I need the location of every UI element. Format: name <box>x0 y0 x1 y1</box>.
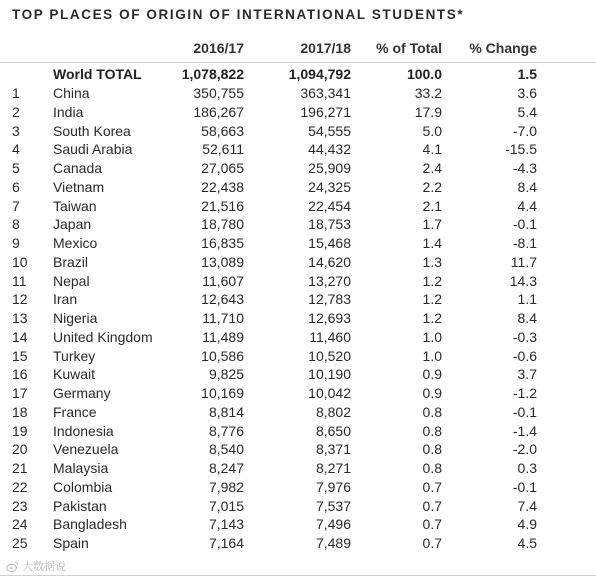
count-2017-18-cell: 10,190 <box>308 366 351 383</box>
world-total-percent: 100.0 <box>406 66 442 82</box>
percent-of-total-cell: 2.2 <box>422 178 442 195</box>
percent-change-cell: 3.7 <box>517 366 537 383</box>
country-row <box>0 103 596 122</box>
count-2016-17-cell: 7,164 <box>208 535 244 551</box>
rank-cell: 5 <box>12 160 20 176</box>
count-2016-17-cell: 13,089 <box>201 253 244 270</box>
rank-cell: 21 <box>12 460 28 476</box>
count-2016-17-cell: 8,247 <box>208 460 244 476</box>
world-total-2016-17: 1,078,822 <box>181 66 244 82</box>
rank-cell: 14 <box>12 328 28 345</box>
place-cell: Spain <box>53 535 89 551</box>
country-row <box>0 215 596 234</box>
watermark-text: 大数据说 <box>22 561 66 573</box>
percent-change-cell: 1.1 <box>517 291 537 308</box>
percent-change-cell: -0.6 <box>512 347 537 364</box>
place-cell: China <box>53 85 90 101</box>
place-cell: Japan <box>53 216 92 233</box>
place-cell: Iran <box>53 291 78 308</box>
percent-change-cell: 7.4 <box>517 497 537 514</box>
rank-cell: 20 <box>12 441 28 458</box>
column-header-percent-change: % Change <box>469 40 537 56</box>
place-cell: United Kingdom <box>53 328 153 345</box>
percent-change-cell: 4.9 <box>517 516 537 533</box>
count-2016-17-cell: 52,611 <box>202 141 244 158</box>
count-2017-18-cell: 8,802 <box>315 403 351 420</box>
rank-cell: 7 <box>12 197 20 214</box>
count-2016-17-cell: 7,015 <box>208 497 244 514</box>
rank-cell: 12 <box>12 291 28 308</box>
rank-cell: 9 <box>12 235 20 251</box>
percent-of-total-cell: 0.7 <box>422 497 442 514</box>
count-2016-17-cell: 12,643 <box>201 291 244 308</box>
rank-cell: 17 <box>12 385 28 401</box>
percent-change-cell: -8.1 <box>512 235 537 251</box>
country-row <box>0 403 596 422</box>
column-header-2016-17: 2016/17 <box>193 40 244 56</box>
country-row <box>0 290 596 309</box>
percent-of-total-cell: 0.8 <box>422 403 442 420</box>
country-row <box>0 478 596 497</box>
rank-cell: 4 <box>12 141 20 158</box>
rank-cell: 3 <box>12 122 20 139</box>
percent-of-total-cell: 1.0 <box>422 347 442 364</box>
country-row <box>0 84 596 103</box>
rank-cell: 22 <box>12 478 28 495</box>
rank-cell: 11 <box>12 272 27 289</box>
percent-change-cell: -2.0 <box>512 441 537 458</box>
percent-change-cell: 4.5 <box>517 535 537 551</box>
percent-of-total-cell: 0.9 <box>422 385 442 401</box>
country-row <box>0 365 596 384</box>
percent-of-total-cell: 1.4 <box>422 235 442 251</box>
country-row <box>0 515 596 534</box>
percent-of-total-cell: 0.9 <box>422 366 442 383</box>
country-row <box>0 328 596 347</box>
percent-change-cell: -0.3 <box>512 328 537 345</box>
percent-change-cell: 8.4 <box>517 310 537 326</box>
count-2017-18-cell: 11,460 <box>309 328 351 345</box>
count-2017-18-cell: 12,693 <box>308 310 351 326</box>
percent-of-total-cell: 33.2 <box>414 85 442 101</box>
count-2016-17-cell: 7,143 <box>208 516 244 533</box>
count-2016-17-cell: 11,710 <box>202 310 244 326</box>
count-2016-17-cell: 186,267 <box>193 103 244 120</box>
percent-change-cell: -1.4 <box>512 422 537 439</box>
count-2017-18-cell: 13,270 <box>308 272 351 289</box>
country-row <box>0 140 596 159</box>
count-2016-17-cell: 9,825 <box>208 366 244 383</box>
percent-of-total-cell: 0.8 <box>422 422 442 439</box>
rank-cell: 18 <box>12 403 28 420</box>
percent-change-cell: -0.1 <box>512 216 537 233</box>
country-row <box>0 422 596 441</box>
percent-of-total-cell: 17.9 <box>414 103 442 120</box>
country-row <box>0 197 596 216</box>
percent-change-cell: -7.0 <box>512 122 537 139</box>
place-cell: Nigeria <box>53 310 98 326</box>
count-2016-17-cell: 10,586 <box>201 347 244 364</box>
count-2017-18-cell: 8,271 <box>315 460 351 476</box>
count-2016-17-cell: 350,755 <box>193 85 244 101</box>
count-2016-17-cell: 21,516 <box>201 197 244 214</box>
percent-change-cell: 3.6 <box>517 85 537 101</box>
column-header-2017-18: 2017/18 <box>300 40 351 56</box>
country-row <box>0 497 596 516</box>
count-2017-18-cell: 44,432 <box>308 141 351 158</box>
percent-of-total-cell: 1.2 <box>422 310 442 326</box>
count-2017-18-cell: 25,909 <box>308 160 351 176</box>
percent-change-cell: 11.7 <box>510 253 537 270</box>
count-2016-17-cell: 10,169 <box>201 385 244 401</box>
count-2016-17-cell: 11,489 <box>202 328 244 345</box>
percent-of-total-cell: 0.7 <box>422 478 442 495</box>
rank-cell: 19 <box>12 422 28 439</box>
country-row <box>0 384 596 403</box>
country-row <box>0 309 596 328</box>
percent-change-cell: -4.3 <box>512 160 537 176</box>
percent-of-total-cell: 1.0 <box>422 328 442 345</box>
country-row <box>0 440 596 459</box>
percent-of-total-cell: 1.2 <box>422 272 442 289</box>
country-row <box>0 253 596 272</box>
count-2016-17-cell: 7,982 <box>208 478 244 495</box>
count-2017-18-cell: 54,555 <box>308 122 351 139</box>
percent-change-cell: 8.4 <box>517 178 537 195</box>
country-row <box>0 459 596 478</box>
rank-cell: 8 <box>12 216 20 233</box>
place-cell: Kuwait <box>53 366 96 383</box>
world-total-change: 1.5 <box>517 66 537 82</box>
rank-cell: 6 <box>12 178 20 195</box>
count-2017-18-cell: 8,371 <box>315 441 351 458</box>
rank-cell: 15 <box>12 347 28 364</box>
place-cell: Venezuela <box>53 441 119 458</box>
place-cell: Bangladesh <box>53 516 127 533</box>
count-2017-18-cell: 15,468 <box>308 235 351 251</box>
percent-change-cell: 0.3 <box>517 460 537 476</box>
place-cell: Colombia <box>53 478 113 495</box>
count-2017-18-cell: 18,753 <box>308 216 351 233</box>
rank-cell: 10 <box>12 253 28 270</box>
percent-of-total-cell: 1.2 <box>422 291 442 308</box>
rank-cell: 24 <box>12 516 28 533</box>
place-cell: Taiwan <box>53 197 97 214</box>
place-cell: Vietnam <box>53 178 105 195</box>
place-cell: Germany <box>53 385 111 401</box>
world-total-2017-18: 1,094,792 <box>288 66 351 82</box>
count-2017-18-cell: 363,341 <box>300 85 351 101</box>
column-header-percent-of-total: % of Total <box>376 40 442 56</box>
percent-change-cell: -1.2 <box>512 385 537 401</box>
percent-of-total-cell: 0.8 <box>422 441 442 458</box>
percent-of-total-cell: 1.7 <box>422 216 442 233</box>
count-2017-18-cell: 196,271 <box>300 103 351 120</box>
percent-of-total-cell: 1.3 <box>422 253 442 270</box>
count-2016-17-cell: 58,663 <box>201 122 244 139</box>
watermark <box>6 558 66 574</box>
percent-of-total-cell: 0.7 <box>422 516 442 533</box>
rank-cell: 25 <box>12 535 28 551</box>
place-cell: Mexico <box>53 235 98 251</box>
header-divider <box>0 62 596 63</box>
place-cell: Malaysia <box>53 460 109 476</box>
place-cell: Saudi Arabia <box>53 141 133 158</box>
count-2016-17-cell: 22,438 <box>201 178 244 195</box>
count-2017-18-cell: 8,650 <box>315 422 351 439</box>
country-row <box>0 159 596 178</box>
percent-of-total-cell: 5.0 <box>422 122 442 139</box>
rank-cell: 13 <box>12 310 28 326</box>
bottom-divider <box>0 575 596 576</box>
percent-change-cell: 14.3 <box>509 272 537 289</box>
rank-cell: 23 <box>12 497 28 514</box>
country-row <box>0 178 596 197</box>
percent-of-total-cell: 4.1 <box>422 141 442 158</box>
percent-change-cell: -15.5 <box>505 141 537 158</box>
percent-change-cell: -0.1 <box>512 403 537 420</box>
place-cell: Pakistan <box>53 497 107 514</box>
percent-change-cell: 4.4 <box>517 197 537 214</box>
count-2017-18-cell: 10,520 <box>308 347 351 364</box>
country-row <box>0 234 596 253</box>
weibo-logo-icon <box>6 560 19 573</box>
country-row <box>0 347 596 366</box>
percent-of-total-cell: 2.4 <box>422 160 442 176</box>
count-2017-18-cell: 22,454 <box>308 197 351 214</box>
place-cell: Canada <box>53 160 103 176</box>
table-title: TOP PLACES OF ORIGIN OF INTERNATIONAL STUDENTS* <box>12 7 465 22</box>
place-cell: Brazil <box>53 253 89 270</box>
count-2016-17-cell: 16,835 <box>201 235 244 251</box>
place-cell: Nepal <box>53 272 90 289</box>
rank-cell: 2 <box>12 103 20 120</box>
place-cell: South Korea <box>53 122 131 139</box>
country-row <box>0 272 596 291</box>
place-cell: Turkey <box>53 347 96 364</box>
world-total-label: World TOTAL <box>53 66 142 82</box>
rank-cell: 1 <box>12 85 20 101</box>
count-2016-17-cell: 8,814 <box>208 403 244 420</box>
count-2016-17-cell: 11,607 <box>202 272 244 289</box>
country-row <box>0 534 596 553</box>
count-2016-17-cell: 27,065 <box>201 160 244 176</box>
count-2017-18-cell: 7,496 <box>315 516 351 533</box>
percent-of-total-cell: 0.8 <box>422 460 442 476</box>
percent-of-total-cell: 0.7 <box>422 535 442 551</box>
percent-change-cell: -0.1 <box>512 478 537 495</box>
world-total-row <box>0 65 596 84</box>
place-cell: France <box>53 403 97 420</box>
percent-of-total-cell: 2.1 <box>422 197 442 214</box>
count-2017-18-cell: 10,042 <box>308 385 351 401</box>
count-2016-17-cell: 8,540 <box>208 441 244 458</box>
count-2017-18-cell: 14,620 <box>308 253 351 270</box>
country-row <box>0 122 596 141</box>
count-2017-18-cell: 7,976 <box>315 478 351 495</box>
count-2016-17-cell: 18,780 <box>201 216 244 233</box>
percent-change-cell: 5.4 <box>517 103 537 120</box>
rank-cell: 16 <box>12 366 28 383</box>
place-cell: India <box>53 103 84 120</box>
count-2017-18-cell: 12,783 <box>308 291 351 308</box>
place-cell: Indonesia <box>53 422 114 439</box>
count-2017-18-cell: 7,537 <box>315 497 351 514</box>
count-2017-18-cell: 24,325 <box>308 178 351 195</box>
count-2017-18-cell: 7,489 <box>315 535 351 551</box>
count-2016-17-cell: 8,776 <box>208 422 244 439</box>
